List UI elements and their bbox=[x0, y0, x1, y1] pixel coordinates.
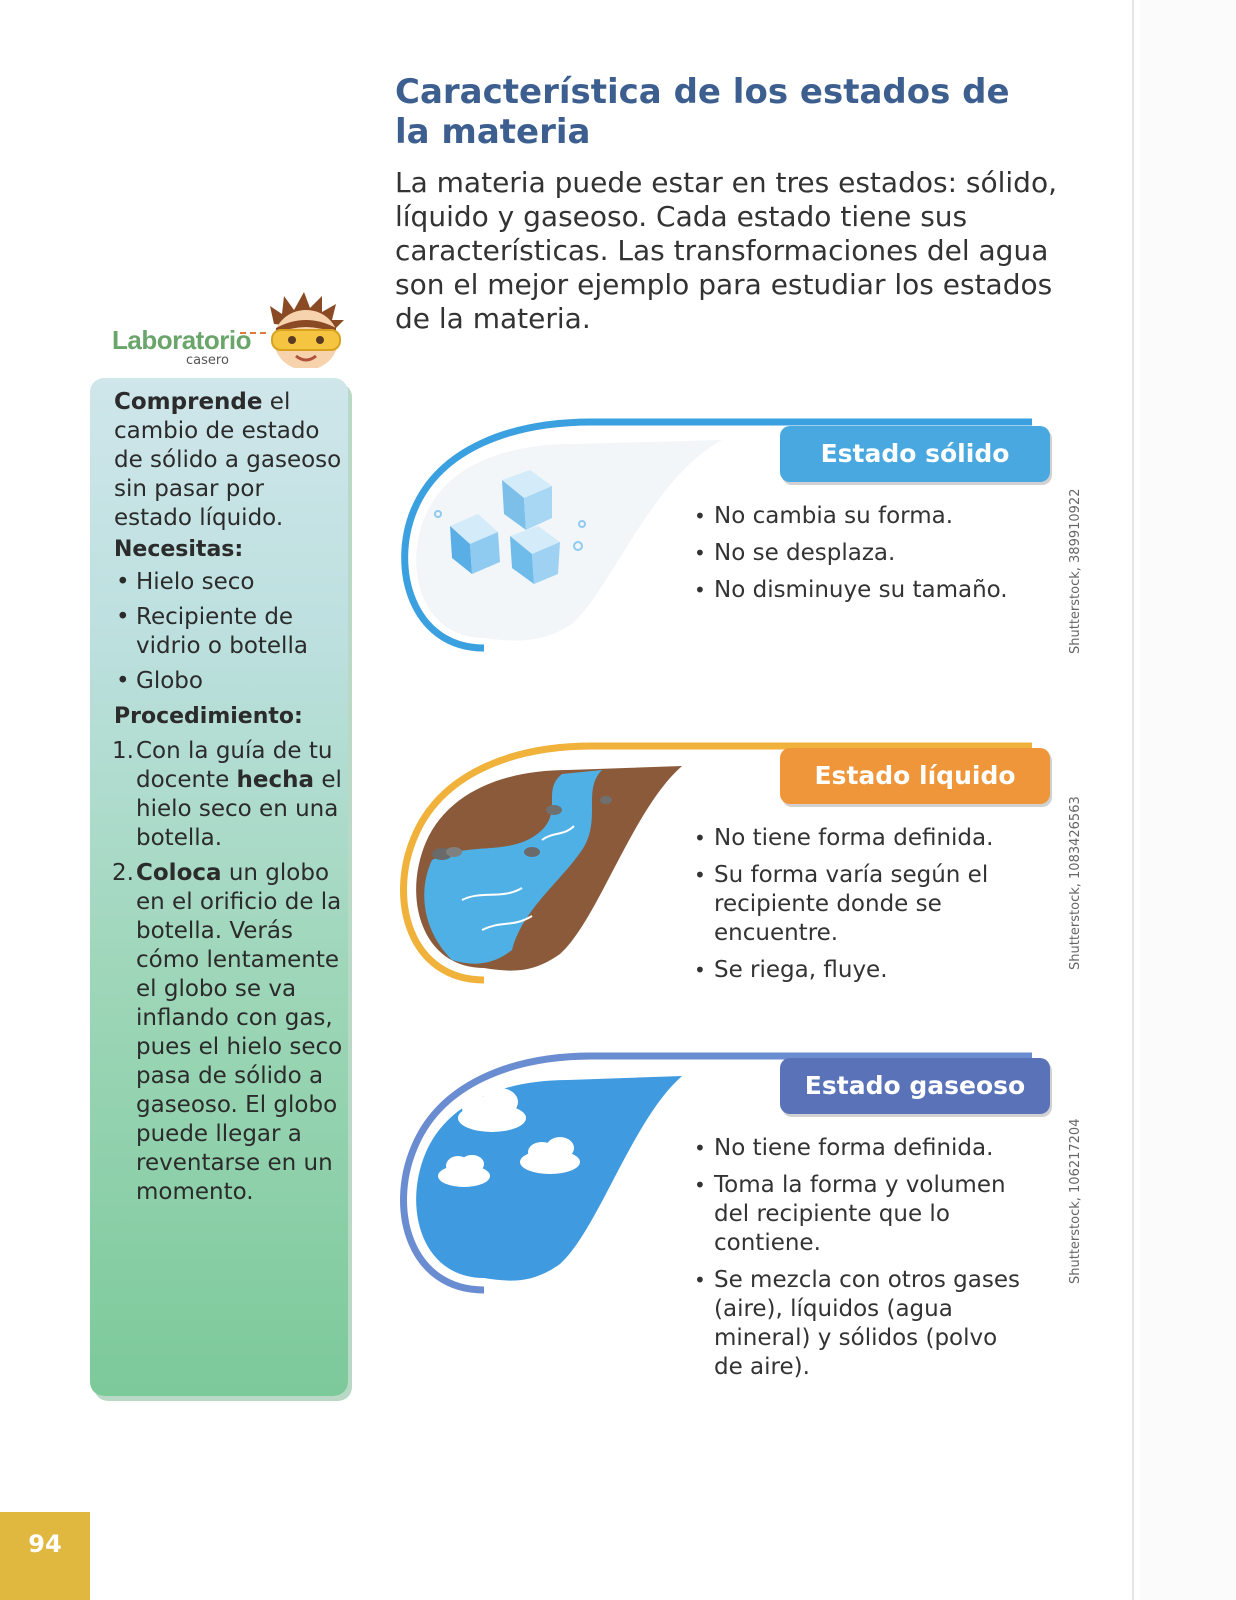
lab-intro-text: el cambio de estado de sólido a gaseoso sin pasar por estado líquido. bbox=[114, 389, 342, 531]
step-number: 1. bbox=[112, 738, 134, 764]
scientist-mascot-icon bbox=[264, 290, 348, 380]
fact-item: • Se riega, fluye. bbox=[692, 956, 1032, 985]
intro-paragraph: La materia puede estar en tres estados: sólido, líquido y gaseoso. Cada estado tiene sus características. Las transformaciones del agua son el mejor ejemplo para estudiar los estados de la materia. bbox=[395, 166, 1057, 335]
facts-list-solid bbox=[692, 502, 1032, 613]
page-margin bbox=[1140, 0, 1236, 1600]
lab-label bbox=[112, 326, 252, 368]
lab-subtitle: casero bbox=[186, 353, 229, 368]
procedure-step bbox=[114, 737, 346, 853]
fact-item: • No cambia su forma. bbox=[692, 502, 1032, 531]
photo-credit-gas: Shutterstock, 106217204 bbox=[1068, 1118, 1083, 1284]
step-text: Con la guía de tu docente bbox=[136, 738, 333, 793]
facts-list-liquid bbox=[692, 824, 1032, 993]
step-number: 2. bbox=[112, 860, 134, 886]
facts-list-gas bbox=[692, 1134, 1032, 1390]
lab-dash-line bbox=[240, 332, 266, 334]
state-card-liquid bbox=[392, 740, 1072, 1000]
page-title: Característica de los estados de la materia bbox=[395, 72, 1010, 152]
step-verb: hecha bbox=[236, 767, 315, 793]
step-text: un globo en el orificio de la botella. Verás cómo lentamente el globo se va inflando con gas, pues el hielo seco pasa de sólido a gaseoso. El globo puede llegar a reventarse en un momento. bbox=[136, 860, 343, 1205]
procedure-list bbox=[114, 737, 346, 1207]
fact-item: • Toma la forma y volumen del recipiente que lo contiene. bbox=[692, 1171, 1032, 1258]
lab-activity-content bbox=[114, 388, 346, 1213]
state-label-solid: Estado sólido bbox=[780, 426, 1050, 482]
lab-title: Laboratorio bbox=[112, 325, 251, 355]
needs-item: • Recipiente de vidrio o botella bbox=[114, 603, 346, 661]
lab-intro-bold: Comprende bbox=[114, 389, 263, 415]
photo-credit-solid: Shutterstock, 389910922 bbox=[1068, 488, 1083, 654]
needs-item: • Hielo seco bbox=[114, 568, 346, 597]
procedure-step bbox=[114, 859, 346, 1207]
page-number: 94 bbox=[0, 1512, 90, 1600]
fact-item: • Se mezcla con otros gases (aire), líquidos (agua mineral) y sólidos (polvo de aire). bbox=[692, 1266, 1032, 1382]
fact-item: • No se desplaza. bbox=[692, 539, 1032, 568]
lab-intro bbox=[114, 388, 346, 533]
fact-item: • No tiene forma definida. bbox=[692, 824, 1032, 853]
step-text: el hielo seco en una botella. bbox=[136, 767, 342, 851]
photo-credit-liquid: Shutterstock, 1083426563 bbox=[1068, 796, 1083, 970]
state-card-solid bbox=[392, 418, 1072, 678]
state-label-liquid: Estado líquido bbox=[780, 748, 1050, 804]
needs-list bbox=[114, 568, 346, 696]
fact-item: • Su forma varía según el recipiente donde se encuentre. bbox=[692, 861, 1032, 948]
procedure-heading: Procedimiento: bbox=[114, 704, 303, 729]
page-fold-line bbox=[1132, 0, 1134, 1600]
state-card-gas bbox=[392, 1050, 1072, 1380]
needs-heading: Necesitas: bbox=[114, 537, 244, 562]
step-verb: Coloca bbox=[136, 860, 222, 886]
fact-item: • No disminuye su tamaño. bbox=[692, 576, 1032, 605]
fact-item: • No tiene forma definida. bbox=[692, 1134, 1032, 1163]
state-label-gas: Estado gaseoso bbox=[780, 1058, 1050, 1114]
needs-item: • Globo bbox=[114, 667, 346, 696]
